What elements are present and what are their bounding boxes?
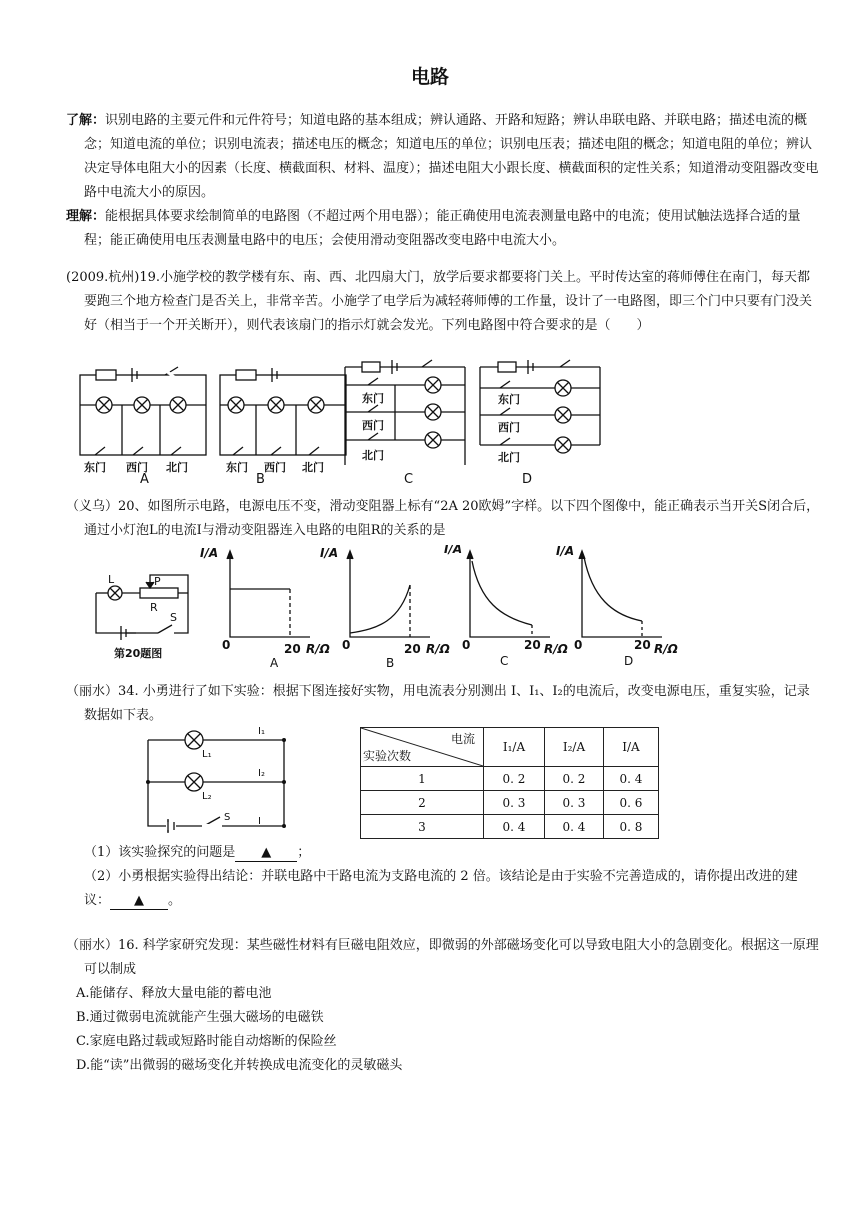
graph-b-x-tick: 20 — [404, 642, 421, 656]
question-19-circuits — [70, 355, 610, 485]
circuit-d — [480, 360, 600, 453]
circuit-d-north-label: 北门 — [498, 451, 520, 464]
graph-b-origin: 0 — [342, 638, 351, 652]
table-cell: 0. 2 — [484, 767, 545, 791]
resistor-r-label: R — [150, 601, 158, 614]
table-row — [361, 791, 659, 815]
option-b-label: B — [256, 472, 265, 485]
graph-a-x-tick: 20 — [284, 642, 301, 656]
option-c-label: C — [404, 472, 414, 485]
option-d-label: D — [522, 472, 533, 485]
graph-c-origin: 0 — [462, 638, 471, 652]
part-2-answer-blank[interactable]: ▲ — [110, 893, 168, 910]
graph-c — [467, 551, 550, 637]
graph-c-option: C — [500, 654, 509, 668]
header-i2: I₂/A — [545, 728, 604, 767]
question-34-part-2 — [84, 865, 804, 913]
graph-b-x-label: R/Ω — [426, 642, 450, 656]
comprehend-text: 能根据具体要求绘制简单的电路图（不超过两个用电器）；能正确使用电流表测量电路中的电流；使用试触法选择合适的量程；能正确使用电压表测量电路中的电压；会使用滑动变阻器改变电路中电流大小。 — [84, 209, 801, 248]
table-corner-cell — [361, 728, 484, 767]
graph-d-option: D — [624, 654, 634, 668]
graph-a — [227, 551, 310, 637]
table-header-row — [361, 728, 659, 767]
experiment-data-table — [360, 727, 659, 839]
lamp-l-label: L — [108, 573, 115, 586]
table-cell: 0. 4 — [484, 815, 545, 839]
graph-b — [347, 551, 430, 637]
understand-paragraph — [66, 109, 820, 205]
page-title: 电路 — [410, 66, 449, 88]
circuit-c-north-label: 北门 — [362, 449, 384, 462]
table-cell: 0. 4 — [545, 815, 604, 839]
understand-text: 识别电路的主要元件和元件符号；知道电路的基本组成；辨认通路、开路和短路；辨认串联电路、并联电路；描述电流的概念；知道电流的单位；识别电流表；描述电压的概念；知道电压的单位；识别电压表；描述电阻的概念；知道电阻的单位；辨认决定导体电阻大小的因素（长度、横截面积、材料、温度）；描述电阻大小跟长度、横截面积的定性关系；知道滑动变阻器改变电路中电流大小的原因。 — [84, 113, 819, 200]
graph-a-x-label: R/Ω — [306, 642, 330, 656]
graph-a-origin: 0 — [222, 638, 231, 652]
question-20-figure — [88, 545, 708, 673]
part-2-end: 。 — [168, 893, 182, 908]
graph-d — [579, 551, 662, 637]
corner-bottom-label: 实验次数 — [363, 749, 412, 763]
part-2-prompt: （2）小勇根据实验得出结论：并联电路中干路电流为支路电流的 2 倍。该结论是由于实验不完善造成的，请你提出改进的建议： — [84, 869, 798, 908]
comprehend-label: 理解： — [66, 209, 106, 224]
circuit-c-east-label: 东门 — [362, 392, 384, 405]
switch-s-label: S — [170, 611, 177, 624]
switch-s-label-q34: S — [224, 812, 231, 823]
header-i1: I₁/A — [484, 728, 545, 767]
table-cell: 3 — [361, 815, 484, 839]
graph-d-origin: 0 — [574, 638, 583, 652]
slider-p-label: P — [154, 575, 161, 588]
circuit-d-east-label: 东门 — [498, 393, 520, 406]
comprehend-paragraph — [66, 205, 820, 253]
table-cell: 0. 6 — [604, 791, 659, 815]
question-34-circuit — [138, 724, 298, 836]
graph-a-option: A — [270, 656, 279, 670]
question-34-part-1 — [84, 841, 804, 865]
circuit-b-north-label: 北门 — [302, 461, 324, 474]
part-1-answer-blank[interactable]: ▲ — [235, 845, 297, 862]
figure-20-caption: 第20题图 — [114, 647, 163, 660]
table-cell: 0. 8 — [604, 815, 659, 839]
table-cell: 0. 3 — [545, 791, 604, 815]
choice-a[interactable]: A.能储存、释放大量电能的蓄电池 — [76, 986, 272, 1001]
part-1-prompt: （1）该实验探究的问题是 — [84, 845, 236, 860]
graph-c-x-tick: 20 — [524, 638, 541, 652]
table-cell: 2 — [361, 791, 484, 815]
circuit-a-west-label: 西门 — [126, 461, 148, 474]
circuit-a — [80, 367, 206, 455]
question-34-text: （丽水）34. 小勇进行了如下实验：根据下图连接好实物，用电流表分别测出 I、I₁、I₂的电流后，改变电源电压，重复实验，记录数据如下表。 — [66, 684, 810, 723]
graph-d-y-label: I/A — [556, 545, 575, 558]
lamp-l2-label: L₂ — [202, 791, 212, 802]
part-1-end: ； — [297, 845, 311, 860]
lamp-l1-label: L₁ — [202, 749, 212, 760]
graph-d-x-label: R/Ω — [654, 642, 678, 656]
circuit-c-west-label: 西门 — [362, 419, 384, 432]
graph-a-y-label: I/A — [200, 546, 219, 560]
header-i: I/A — [604, 728, 659, 767]
current-i-label: I — [258, 816, 261, 827]
circuit-a-north-label: 北门 — [166, 461, 188, 474]
table-cell: 0. 2 — [545, 767, 604, 791]
circuit-a-east-label: 东门 — [84, 461, 106, 474]
graph-c-x-label: R/Ω — [544, 642, 568, 656]
understand-label: 了解： — [66, 113, 106, 128]
table-cell: 1 — [361, 767, 484, 791]
circuit-b — [220, 368, 346, 455]
table-row — [361, 815, 659, 839]
table-cell: 0. 4 — [604, 767, 659, 791]
circuit-b-west-label: 西门 — [264, 461, 286, 474]
corner-top-label: 电流 — [450, 732, 475, 746]
choice-b[interactable]: B.通过微弱电流就能产生强大磁场的电磁铁 — [76, 1010, 324, 1025]
question-20-text: （义乌）20、如图所示电路，电源电压不变，滑动变阻器上标有“2A 20欧姆”字样。以下四个图像中，能正确表示当开关S闭合后，通过小灯泡L的电流I与滑动变阻器连入电路的电阻R的关系的是 — [66, 499, 820, 538]
current-i1-label: I₁ — [258, 726, 265, 737]
graph-b-y-label: I/A — [320, 546, 339, 560]
table-row — [361, 767, 659, 791]
choice-d[interactable]: D.能“读”出微弱的磁场变化并转换成电流变化的灵敏磁头 — [76, 1058, 403, 1073]
graph-c-y-label: I/A — [444, 545, 463, 556]
circuit-d-west-label: 西门 — [498, 421, 520, 434]
circuit-b-east-label: 东门 — [226, 461, 248, 474]
question-19-text: (2009.杭州)19.小施学校的教学楼有东、南、西、北四扇大门，放学后要求都要将门关上。平时传达室的蒋师傅住在南门，每天都要跑三个地方检查门是否关上，非常辛苦。小施学了电学后为减轻蒋师傅的工作量，设计了一电路图，即三个门中只要有门没关好（相当于一个开关断开），则代表该扇门的指示灯就会发光。下列电路图中符合要求的是（ ） — [66, 270, 813, 333]
graph-b-option: B — [386, 656, 395, 670]
graph-d-x-tick: 20 — [634, 638, 651, 652]
table-cell: 0. 3 — [484, 791, 545, 815]
current-i2-label: I₂ — [258, 768, 265, 779]
question-16-text: （丽水）16. 科学家研究发现：某些磁性材料有巨磁电阻效应，即微弱的外部磁场变化可以导致电阻大小的急剧变化。根据这一原理可以制成 — [66, 938, 819, 977]
choice-c[interactable]: C.家庭电路过载或短路时能自动熔断的保险丝 — [76, 1034, 337, 1049]
option-a-label: A — [140, 472, 149, 485]
